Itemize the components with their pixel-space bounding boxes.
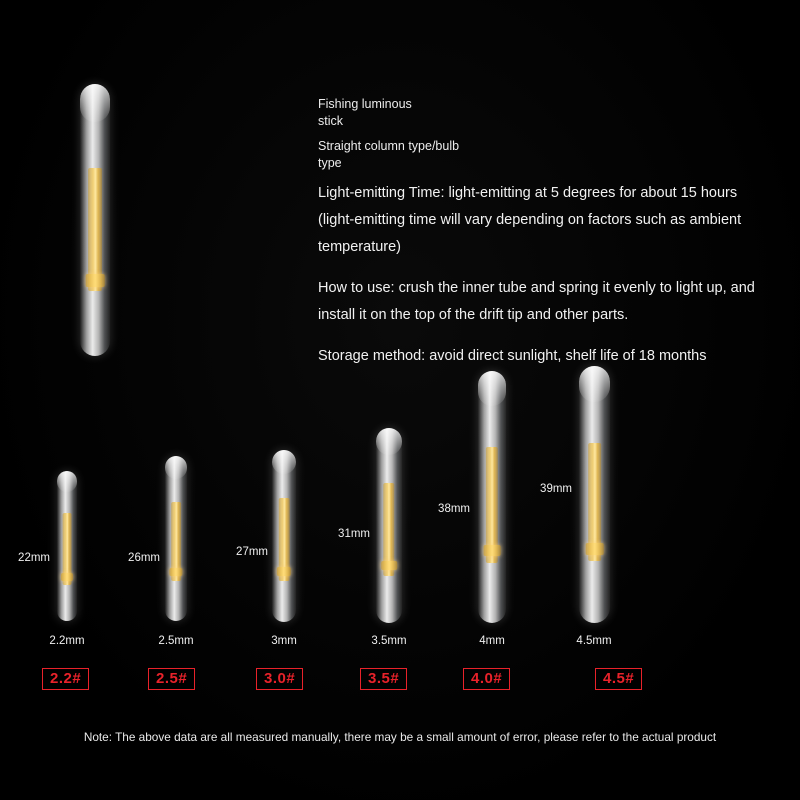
size-length-label-1: 22mm: [18, 552, 50, 564]
stick-band: [381, 561, 397, 571]
size-stick-4: [376, 428, 402, 623]
size-tag-4: 3.5#: [360, 668, 407, 690]
product-type-line2: type: [318, 156, 342, 170]
product-name: [318, 96, 468, 130]
size-tag-6: 4.5#: [595, 668, 642, 690]
size-length-label-6: 39mm: [540, 483, 572, 495]
size-diameter-label-2: 2.5mm: [158, 635, 194, 647]
size-tag-5: 4.0#: [463, 668, 510, 690]
storage-method-text: Storage method: avoid direct sunlight, shelf life of 18 months: [318, 348, 707, 364]
size-tag-3: 3.0#: [256, 668, 303, 690]
size-stick-5: [478, 371, 506, 623]
size-tag-2: 2.5#: [148, 668, 195, 690]
product-name-line2: stick: [318, 114, 343, 128]
emitting-time-text: Light-emitting Time: light-emitting at 5 degrees for about 15 hours (light-emitting time will vary depending on factors such as ambient temperature): [318, 185, 742, 255]
size-length-label-2: 26mm: [128, 552, 160, 564]
size-length-label-5: 38mm: [438, 503, 470, 515]
stick-band: [277, 567, 291, 576]
stick-cap-highlight: [57, 471, 77, 492]
stick-band: [169, 568, 182, 576]
size-diameter-label-6: 4.5mm: [576, 635, 612, 647]
hero-stick-band: [86, 274, 105, 286]
stick-band: [61, 573, 73, 581]
stick-band: [484, 545, 501, 556]
how-to-use-text: How to use: crush the inner tube and spring it evenly to light up, and install it on the top of the drift tip and other parts.: [318, 280, 755, 323]
product-info-block: [318, 96, 766, 382]
size-diameter-label-1: 2.2mm: [49, 635, 85, 647]
size-length-label-4: 31mm: [338, 528, 370, 540]
size-length-label-3: 27mm: [236, 546, 268, 558]
product-type: [318, 138, 468, 172]
size-diameter-label-4: 3.5mm: [371, 635, 407, 647]
stick-band: [585, 543, 604, 555]
stick-cap-highlight: [376, 428, 402, 455]
hero-stick-inner-tube: [88, 168, 102, 290]
hero-glow-stick: [80, 84, 110, 356]
product-name-line1: Fishing luminous: [318, 97, 412, 111]
size-stick-3: [272, 450, 296, 622]
size-diameter-label-3: 3mm: [271, 635, 297, 647]
size-tag-1: 2.2#: [42, 668, 89, 690]
product-type-line1: Straight column type/bulb: [318, 139, 460, 153]
stick-cap-highlight: [80, 84, 110, 122]
stick-cap-highlight: [579, 366, 610, 402]
size-stick-1: [57, 471, 77, 621]
size-diameter-label-5: 4mm: [479, 635, 505, 647]
stick-cap-highlight: [272, 450, 296, 474]
stick-cap-highlight: [478, 371, 506, 406]
size-stick-6: [579, 366, 610, 623]
size-stick-2: [165, 456, 187, 621]
stick-cap-highlight: [165, 456, 187, 479]
footer-note: Note: The above data are all measured manually, there may be a small amount of error, please refer to the actual product: [83, 730, 717, 744]
